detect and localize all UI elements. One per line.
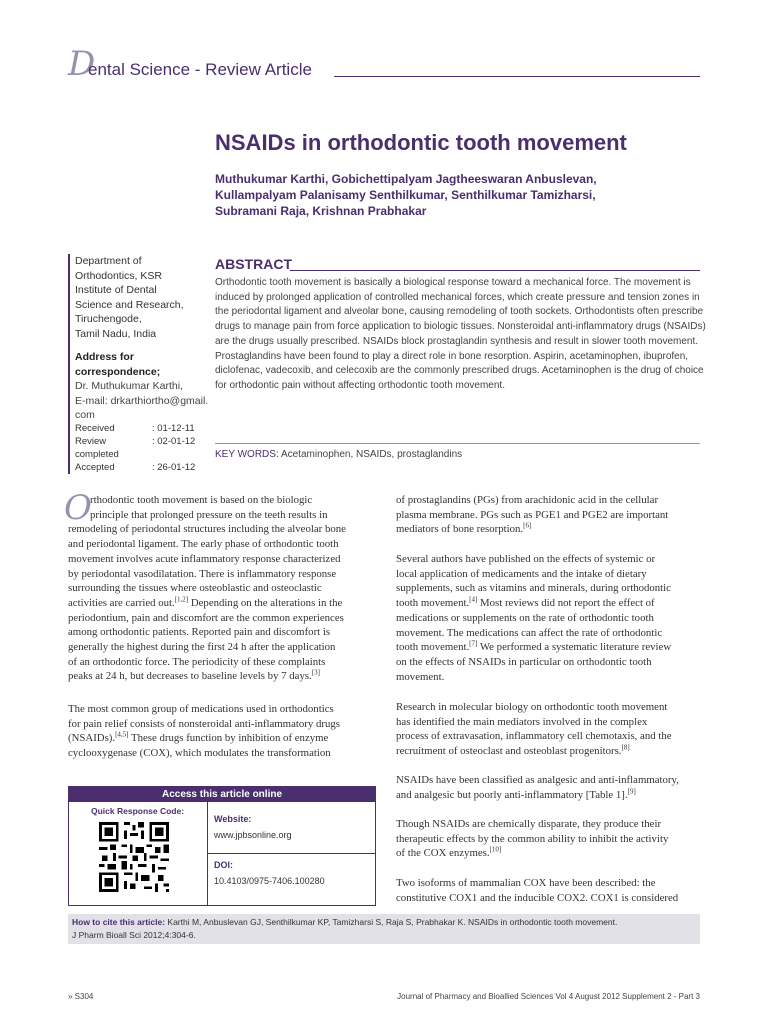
- text-line: of prostaglandins (PGs) from arachidonic acid in the cellular: [396, 494, 659, 506]
- text-line: of the COX enzymes.[10]: [396, 845, 502, 860]
- doi-section: [214, 860, 325, 886]
- text-line: constitutive COX1 and the inducible COX2. COX1 is considered: [396, 891, 679, 904]
- text-line: peaks at 24 h, but decreases to baseline levels by 7 days.[3]: [68, 668, 320, 683]
- correspondence-line: com: [75, 409, 95, 421]
- body-right-paragraph-2: [396, 552, 700, 684]
- text-line: by periodontal vasodilatation. There is inflammatory response: [68, 567, 337, 580]
- text-line: has identified the main mediators involved in the complex: [396, 715, 648, 728]
- affiliation-line: Tamil Nadu, India: [75, 327, 157, 340]
- text-line: The most common group of medications used in orthodontics: [68, 703, 334, 715]
- page-number: » S304: [68, 992, 94, 1001]
- date-row: [75, 435, 210, 461]
- text-line: movement involves acute inflammatory response characterized: [68, 552, 341, 565]
- author-list: [215, 171, 695, 219]
- qr-label: Quick Response Code:: [91, 806, 185, 816]
- date-row: [75, 422, 210, 435]
- affiliation-block: [68, 254, 210, 423]
- body-left-paragraph-2: [68, 702, 374, 761]
- text-line: plasma membrane. PGs such as PGE1 and PGE2 are important: [396, 508, 669, 521]
- abstract-line: the periodontal ligament and alveolar bone, causing remodeling of tooth sockets. Orthodontists often prescribe: [215, 306, 704, 318]
- abstract-body: [215, 276, 706, 394]
- text-line: rthodontic tooth movement is based on the biologic: [90, 494, 313, 506]
- abstract-heading: ABSTRACT: [215, 256, 292, 272]
- body-right-paragraph-1: [396, 493, 700, 537]
- text-line: Though NSAIDs are chemically disparate, they produce their: [396, 818, 662, 830]
- cite-line: J Pharm Bioall Sci 2012;4:304-6.: [72, 930, 196, 940]
- text-line: Several authors have published on the effects of systemic or: [396, 553, 656, 565]
- doi-link[interactable]: 10.4103/0975-7406.100280: [214, 876, 325, 886]
- text-line: mediators of bone resorption.[6]: [396, 521, 532, 536]
- date-value: : 02-01-12: [152, 436, 196, 447]
- text-line: local application of medicaments and the intake of dietary: [396, 567, 647, 580]
- cite-label: How to cite this article:: [72, 917, 166, 927]
- body-right-paragraph-6: [396, 876, 700, 905]
- website-label: Website:: [214, 814, 252, 824]
- affiliation-line: Institute of Dental: [75, 284, 157, 296]
- keywords-rule: [215, 443, 700, 444]
- abstract-line: drugs to manage pain from force application to biologic tissues. Nonsteroidal anti-inflammatory drugs (NSAIDs): [215, 321, 706, 333]
- website-link[interactable]: www.jpbsonline.org: [214, 830, 292, 840]
- text-line: and analgesic but poorly anti-inflammatory [Table 1].[9]: [396, 787, 636, 801]
- keywords-label: KEY WORDS:: [215, 449, 279, 460]
- body-right-paragraph-5: [396, 817, 700, 861]
- text-line: movement. The medications can affect the rate of orthodontic: [396, 626, 663, 639]
- correspondence-heading: Address for correspondence;: [75, 351, 161, 378]
- text-line: medications or supplements on the rate of orthodontic tooth: [396, 611, 654, 624]
- correspondence-line: Dr. Muthukumar Karthi,: [75, 380, 183, 392]
- access-divider: [208, 853, 375, 854]
- date-label: Accepted: [75, 462, 115, 473]
- journal-section-header: [68, 46, 700, 82]
- date-value: : 01-12-11: [152, 423, 195, 434]
- text-line: and periodontal ligament. The early phase of orthodontic tooth: [68, 538, 339, 551]
- abstract-line: diclofenac, vadecoxib, and celecoxib are the commonly prescribed drugs. Acetaminophen is the drug of choice: [215, 365, 704, 377]
- journal-footer: Journal of Pharmacy and Bioallied Sciences Vol 4 August 2012 Supplement 2 - Part 3: [397, 992, 700, 1001]
- text-line: surrounding the tissues where osteoblastic and osteoclastic: [68, 582, 322, 595]
- how-to-cite-box: [68, 914, 700, 944]
- author-line: Kullampalyam Palanisamy Senthilkumar, Senthilkumar Tamizharsi,: [215, 188, 596, 202]
- text-line: cyclooxygenase (COX), which modulates the transformation: [68, 747, 331, 760]
- text-line: therapeutic effects by the common ability to inhibit the activity: [396, 832, 669, 845]
- text-line: recruitment of osteoclast and osteoblast progenitors.[8]: [396, 743, 630, 758]
- cite-text: Karthi M, Anbuslevan GJ, Senthilkumar KP, Tamizharsi S, Raja S, Prabhakar K. NSAIDs in orthodontic tooth movement.: [165, 917, 618, 927]
- keywords: [215, 449, 462, 460]
- text-line: of an orthodontic force. The periodicity of these complaints: [68, 655, 326, 668]
- text-line: tooth movement.[4] Most reviews did not report the effect of: [396, 595, 655, 610]
- abstract-line: for orthodontic pain without affecting orthodontic tooth movement.: [215, 379, 505, 391]
- cite-line: [72, 916, 696, 929]
- text-line: movement.: [396, 670, 445, 683]
- date-row: [75, 461, 210, 474]
- text-line: on the effects of NSAIDs in particular on orthodontic tooth: [396, 655, 652, 668]
- text-line: supplements, such as vitamins and minerals, during orthodontic: [396, 582, 671, 595]
- affiliation-line: Science and Research,: [75, 298, 184, 311]
- header-initial: D: [68, 44, 96, 84]
- text-line: (NSAIDs).[4,5] These drugs function by inhibition of enzyme: [68, 730, 329, 745]
- keywords-text: Acetaminophen, NSAIDs, prostaglandins: [278, 449, 463, 460]
- text-line: among orthodontic patients. Reported pain and discomfort is: [68, 626, 331, 639]
- date-value: : 26-01-12: [152, 462, 196, 473]
- drop-cap: O: [64, 488, 92, 528]
- text-line: remodeling of periodontal structures including the alveolar bone: [68, 523, 346, 536]
- body-right-paragraph-4: [396, 773, 700, 802]
- correspondence-email[interactable]: E-mail: drkarthiortho@gmail.: [75, 394, 209, 407]
- text-line: for pain relief consists of nonsteroidal anti-inflammatory drugs: [68, 717, 340, 730]
- date-label: Received: [75, 423, 115, 434]
- text-line: periodontium, pain and discomfort are the common experiences: [68, 611, 344, 624]
- affiliation-line: Department of: [75, 255, 142, 267]
- article-dates: [68, 422, 210, 474]
- text-line: tooth movement.[7] We performed a systematic literature review: [396, 639, 672, 654]
- affiliation-line: Orthodontics, KSR: [75, 269, 162, 282]
- body-right-paragraph-3: [396, 700, 700, 759]
- text-line: principle that prolonged pressure on the teeth results in: [90, 508, 328, 521]
- abstract-line: are the drugs usually prescribed. NSAIDs block prostaglandin synthesis and result in slower tooth movement.: [215, 335, 699, 347]
- text-line: Research in molecular biology on orthodontic tooth movement: [396, 701, 668, 713]
- author-line: Muthukumar Karthi, Gobichettipalyam Jagtheeswaran Anbuslevan,: [215, 172, 597, 186]
- text-line: Two isoforms of mammalian COX have been described: the: [396, 877, 656, 889]
- text-line: generally the highest during the first 24 h after the application: [68, 641, 336, 654]
- access-details: [208, 802, 375, 905]
- affiliation-line: Tiruchengode,: [75, 313, 142, 325]
- text-line: process of extravasation, inflammatory cell chemotaxis, and the: [396, 730, 672, 743]
- qr-panel: [69, 802, 208, 905]
- access-heading: Access this article online: [69, 787, 375, 802]
- text-line: activities are carried out.[1,2] Depending on the alterations in the: [68, 595, 343, 609]
- abstract-line: Prostaglandins have been found to play a direct role in bone resorption. Aspirin, acetaminophen, ibuprofen,: [215, 350, 689, 362]
- header-rule: [334, 76, 700, 77]
- qr-code-icon[interactable]: [99, 822, 169, 892]
- abstract-line: Orthodontic tooth movement is basically a biological response toward a mechanical force. The movement is: [215, 277, 691, 288]
- doi-label: DOI:: [214, 860, 233, 870]
- header-text: ental Science - Review Article: [88, 60, 312, 79]
- date-label: Review completed: [75, 436, 119, 460]
- article-title: NSAIDs in orthodontic tooth movement: [215, 130, 627, 155]
- author-line: Subramani Raja, Krishnan Prabhakar: [215, 204, 427, 218]
- access-online-box: [68, 786, 376, 906]
- text-line: NSAIDs have been classified as analgesic and anti-inflammatory,: [396, 774, 679, 786]
- body-left-paragraph-1: [68, 493, 374, 684]
- abstract-rule: [290, 270, 700, 271]
- abstract-line: induced by prolonged application of controlled mechanical forces, which create pressure and tension zones in: [215, 291, 700, 303]
- website-section: [214, 814, 292, 840]
